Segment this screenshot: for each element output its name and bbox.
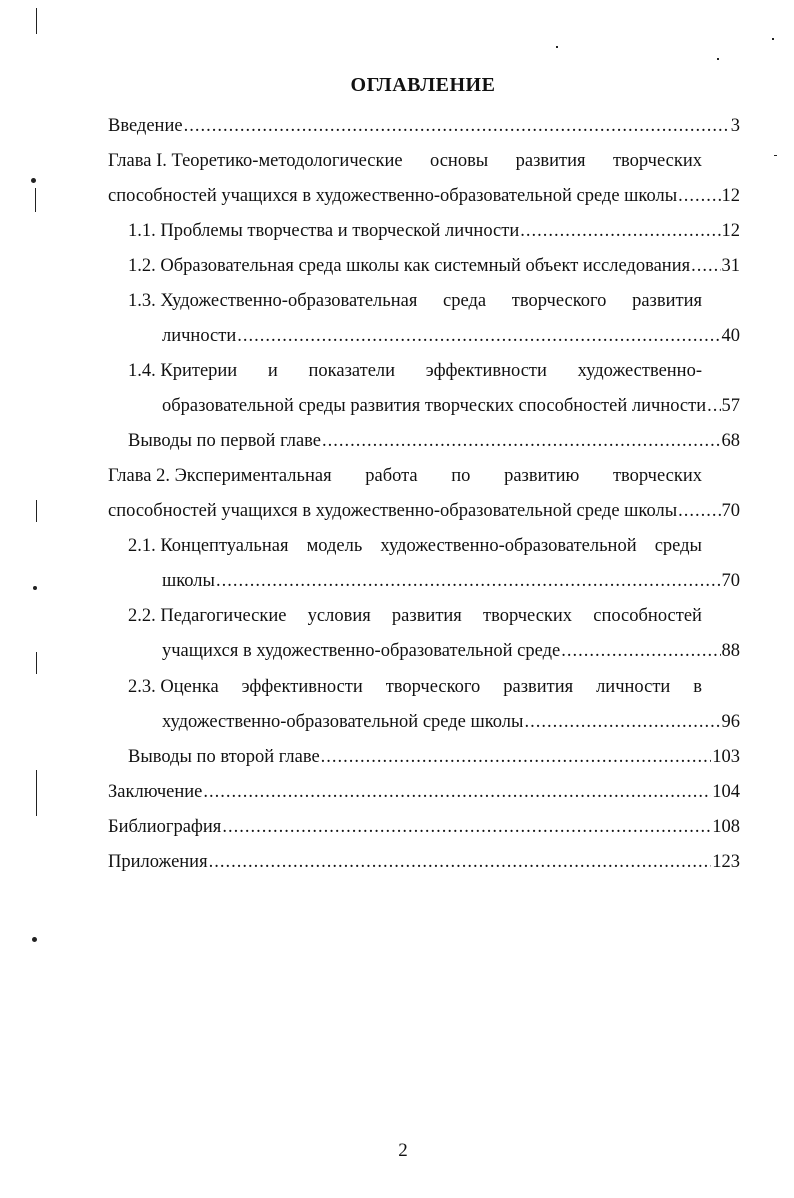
scan-speck: [31, 178, 36, 183]
toc-word: основы: [430, 151, 489, 171]
toc-entry-page: 57: [721, 396, 740, 416]
toc-chapter-2-title-line: [108, 464, 702, 488]
scan-speck: [32, 937, 37, 942]
toc-leader-dots: [691, 254, 720, 278]
toc-word: развития: [515, 151, 586, 171]
toc-word: Глава 2. Экспериментальная: [108, 466, 332, 486]
toc-word: способностей: [593, 606, 702, 626]
toc-word: эффективности: [425, 361, 547, 381]
toc-leader-dots: [561, 639, 720, 663]
toc-entry-page: 31: [721, 256, 740, 276]
toc-section-1-3-line-2: [162, 324, 740, 348]
toc-leader-dots: [209, 850, 712, 874]
toc-chapter-2-conclusions: [128, 745, 740, 769]
toc-word: работа: [365, 466, 418, 486]
toc-chapter-2-title-line-2: [108, 499, 740, 523]
toc-entry-text: Приложения: [108, 852, 208, 872]
toc-entry-appendices: [108, 850, 740, 874]
toc-leader-dots: [678, 184, 720, 208]
toc-entry-text: образовательной среды развития творческих способностей личности: [162, 396, 707, 416]
toc-entry-page: 108: [712, 817, 740, 837]
toc-word: творческого: [385, 677, 481, 697]
toc-section-2-3-line-2: [162, 710, 740, 734]
scan-speck: [36, 8, 37, 34]
toc-entry-text: 1.2. Образовательная среда школы как системный объект исследования: [128, 256, 691, 276]
toc-chapter-1-title-line-2: [108, 184, 740, 208]
toc-entry-page: 103: [712, 747, 740, 767]
toc-word: художественно-: [577, 361, 702, 381]
toc-section-1-1: [128, 219, 740, 243]
toc-word: по: [451, 466, 471, 486]
toc-section-2-2-line-2: [162, 639, 740, 663]
toc-chapter-1-title-line: [108, 149, 702, 173]
toc-leader-dots: [322, 429, 720, 453]
toc-entry-text: Выводы по второй главе: [128, 747, 320, 767]
toc-word: 2.2. Педагогические: [128, 606, 287, 626]
toc-entry-text: школы: [162, 571, 215, 591]
toc-entry-text: Заключение: [108, 782, 203, 802]
toc-word: в: [693, 677, 702, 697]
toc-leader-dots: [520, 219, 720, 243]
toc-word: эффективности: [241, 677, 363, 697]
toc-chapter-1-conclusions: [128, 429, 740, 453]
toc-word: творческих: [483, 606, 573, 626]
scan-speck: [772, 38, 774, 40]
scan-speck: [35, 188, 36, 212]
toc-leader-dots: [707, 394, 720, 418]
scan-speck: [36, 652, 37, 674]
toc-word: и: [267, 361, 278, 381]
toc-entry-conclusion: [108, 780, 740, 804]
toc-word: показатели: [308, 361, 396, 381]
toc-word: 2.3. Оценка: [128, 677, 219, 697]
toc-word: 1.3. Художественно-образовательная: [128, 291, 418, 311]
toc-leader-dots: [237, 324, 720, 348]
toc-entry-page: 104: [712, 782, 740, 802]
scan-speck: [556, 46, 558, 48]
toc-entry-page: 96: [721, 712, 740, 732]
toc-word: творческого: [511, 291, 607, 311]
scan-speck: [36, 770, 37, 816]
toc-word: развития: [503, 677, 574, 697]
toc-section-2-2-line-1: [128, 604, 702, 628]
toc-word: 2.1. Концептуальная: [128, 536, 289, 556]
toc-word: среды: [654, 536, 702, 556]
toc-leader-dots: [216, 569, 721, 593]
scan-speck: [774, 155, 777, 156]
toc-word: развития: [391, 606, 462, 626]
toc-word: 1.4. Критерии: [128, 361, 238, 381]
toc-word: среда: [443, 291, 487, 311]
toc-entry-page: 70: [721, 501, 740, 521]
toc-leader-dots: [321, 745, 712, 769]
toc-entry-text: учащихся в художественно-образовательной среде: [162, 641, 561, 661]
toc-word: творческих: [612, 466, 702, 486]
toc-entry-page: 12: [721, 186, 740, 206]
toc-word: художественно-образовательной: [380, 536, 637, 556]
toc-leader-dots: [678, 499, 720, 523]
toc-section-1-3-line-1: [128, 289, 702, 313]
toc-entry-page: 12: [721, 221, 740, 241]
toc-section-2-1-line-2: [162, 569, 740, 593]
page-title: ОГЛАВЛЕНИЕ: [350, 74, 496, 96]
toc-entry-text: Выводы по первой главе: [128, 431, 322, 451]
toc-section-2-1-line-1: [128, 534, 702, 558]
scan-speck: [717, 58, 719, 60]
toc-entry-introduction: [108, 114, 740, 138]
toc-word: развитию: [504, 466, 580, 486]
toc-entry-text: 1.1. Проблемы творчества и творческой личности: [128, 221, 520, 241]
toc-entry-bibliography: [108, 815, 740, 839]
toc-word: развития: [632, 291, 702, 311]
toc-entry-page: 40: [721, 326, 740, 346]
toc-entry-text: Библиография: [108, 817, 222, 837]
toc-word: личности: [596, 677, 671, 697]
toc-section-1-4-line-1: [128, 359, 702, 383]
toc-leader-dots: [524, 710, 720, 734]
toc-entry-text: способностей учащихся в художественно-образовательной среде школы: [108, 501, 678, 521]
toc-entry-page: 3: [730, 116, 740, 136]
toc-leader-dots: [184, 114, 730, 138]
toc-leader-dots: [203, 780, 711, 804]
toc-entry-text: способностей учащихся в художественно-образовательной среде школы: [108, 186, 678, 206]
toc-entry-page: 70: [721, 571, 740, 591]
toc-entry-text: Введение: [108, 116, 183, 136]
toc-section-1-2: [128, 254, 740, 278]
toc-section-1-4-line-2: [162, 394, 740, 418]
toc-entry-page: 68: [721, 431, 740, 451]
toc-entry-text: художественно-образовательной среде школы: [162, 712, 524, 732]
toc-entry-page: 88: [721, 641, 740, 661]
page-number: 2: [398, 1140, 408, 1161]
toc-entry-text: личности: [162, 326, 237, 346]
toc-word: Глава I. Теоретико-методологические: [108, 151, 403, 171]
scan-speck: [33, 586, 37, 590]
toc-entry-page: 123: [712, 852, 740, 872]
toc-word: модель: [306, 536, 363, 556]
toc-word: творческих: [612, 151, 702, 171]
scan-speck: [36, 500, 37, 522]
toc-leader-dots: [222, 815, 711, 839]
toc-section-2-3-line-1: [128, 675, 702, 699]
toc-word: условия: [307, 606, 371, 626]
